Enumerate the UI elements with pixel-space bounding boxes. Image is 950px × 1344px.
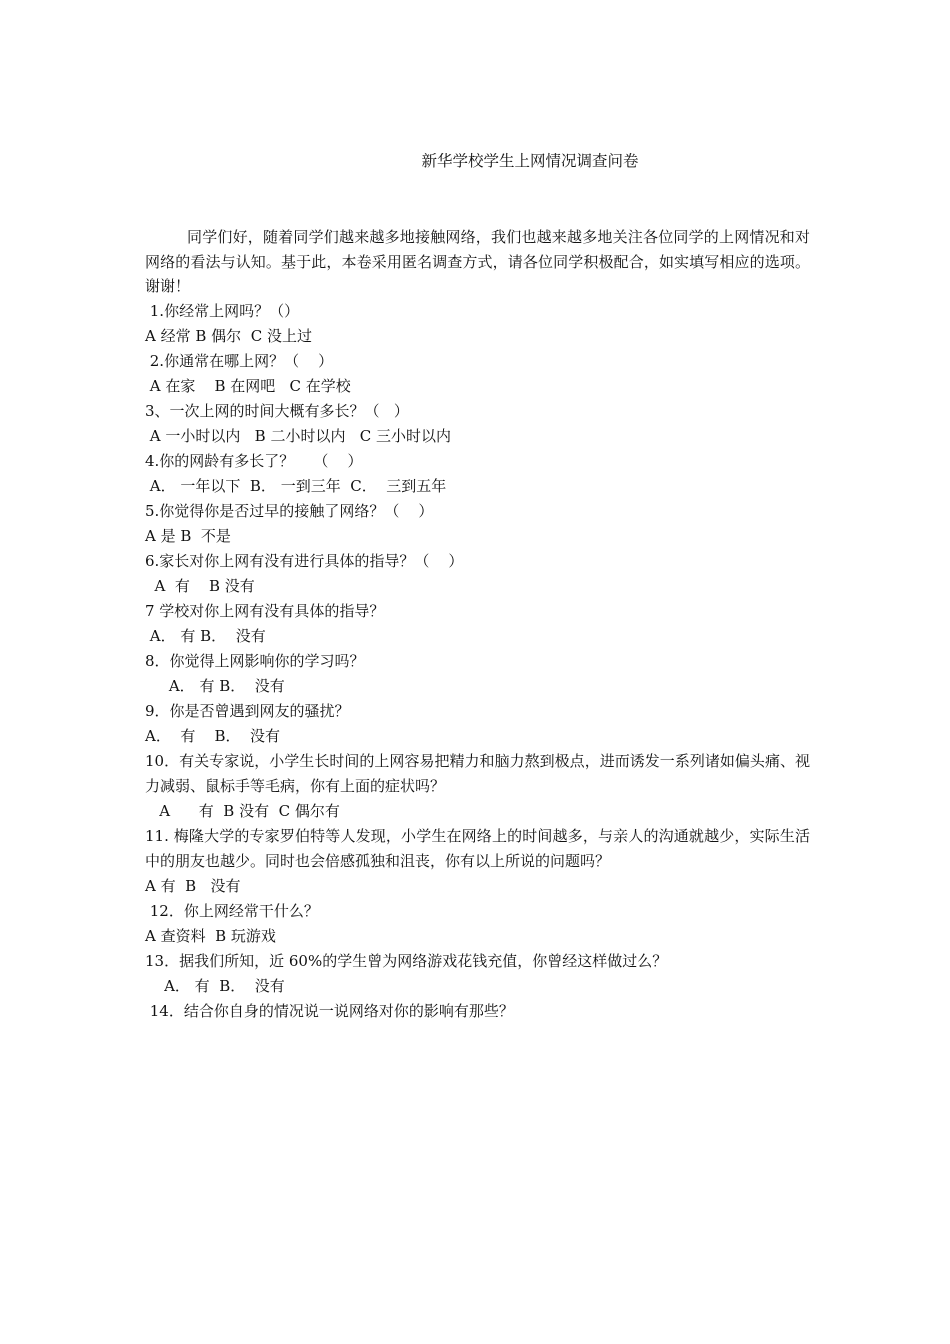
question-11: 11. 梅隆大学的专家罗伯特等人发现，小学生在网络上的时间越多，与亲人的沟通就越少，实际生活中的朋友也越少。同时也会倍感孤独和沮丧，你有以上所说的问题吗？: [145, 826, 810, 870]
question-9: 9．你是否曾遇到网友的骚扰？: [145, 701, 350, 720]
question-1: 1.你经常上网吗？（）: [145, 301, 300, 320]
options-13: A． 有 B． 没有: [145, 976, 285, 995]
options-6: A 有 B 没有: [145, 576, 255, 595]
options-7: A． 有 B． 没有: [145, 626, 266, 645]
question-5: 5.你觉得你是否过早的接触了网络？（ ）: [145, 501, 434, 520]
document-body: [145, 225, 810, 1024]
options-10: A 有 B 没有 C 偶尔有: [145, 801, 340, 820]
options-3: A 一小时以内 B 二小时以内 C 三小时以内: [145, 426, 452, 445]
question-2: 2.你通常在哪上网？（ ）: [145, 351, 334, 370]
options-11: A 有 B 没有: [145, 876, 241, 895]
question-6: 6.家长对你上网有没有进行具体的指导？（ ）: [145, 551, 464, 570]
options-4: A． 一年以下 B． 一到三年 C． 三到五年: [145, 476, 447, 495]
options-9: A． 有 B． 没有: [145, 726, 281, 745]
options-12: A 查资料 B 玩游戏: [145, 926, 276, 945]
question-4: 4.你的网龄有多长了？ （ ）: [145, 451, 363, 470]
intro-paragraph: 同学们好，随着同学们越来越多地接触网络，我们也越来越多地关注各位同学的上网情况和对网络的看法与认知。基于此，本卷采用匿名调查方式，请各位同学积极配合，如实填写相应的选项。谢谢！: [145, 228, 810, 295]
question-7: 7 学校对你上网有没有具体的指导？: [145, 601, 385, 620]
options-2: A 在家 B 在网吧 C 在学校: [145, 376, 351, 395]
question-12: 12．你上网经常干什么？: [145, 901, 319, 920]
question-13: 13．据我们所知，近 60%的学生曾为网络游戏花钱充值，你曾经这样做过么？: [145, 951, 668, 970]
question-3: 3、一次上网的时间大概有多长？（ ）: [145, 401, 409, 420]
question-8: 8．你觉得上网影响你的学习吗？: [145, 651, 365, 670]
question-10: 10．有关专家说，小学生长时间的上网容易把精力和脑力熬到极点，进而诱发一系列诸如偏头痛、视力减弱、鼠标手等毛病，你有上面的症状吗？: [145, 751, 810, 795]
options-8: A． 有 B． 没有: [145, 676, 285, 695]
question-14: 14．结合你自身的情况说一说网络对你的影响有那些？: [145, 1001, 514, 1020]
options-5: A 是 B 不是: [145, 526, 231, 545]
options-1: A 经常 B 偶尔 C 没上过: [145, 326, 312, 345]
document-title: 新华学校学生上网情况调查问卷: [421, 152, 639, 170]
